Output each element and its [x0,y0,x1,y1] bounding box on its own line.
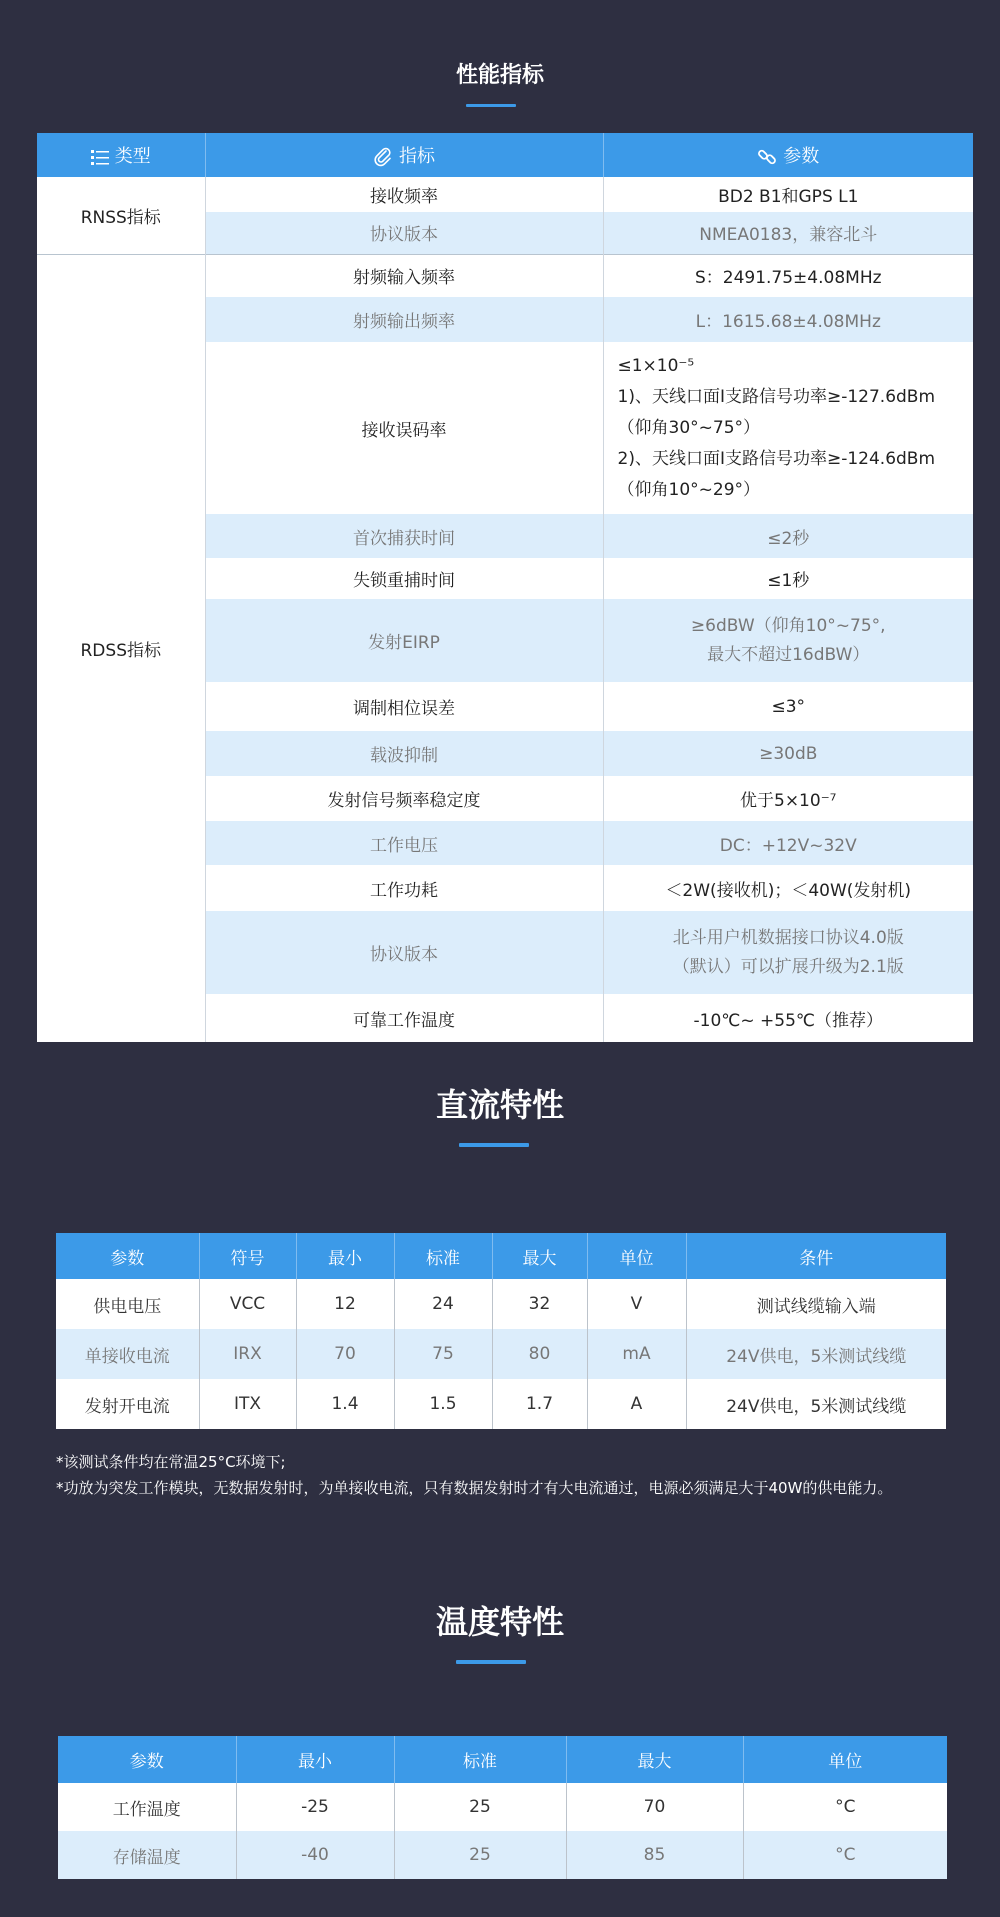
dc-title-underline [459,1143,529,1147]
dc-cell: ITX [199,1379,296,1429]
indicator-name: 工作功耗 [205,865,603,911]
dc-header: 最小 [296,1233,394,1279]
dc-header: 单位 [587,1233,686,1279]
temperature-cell: °C [743,1831,947,1879]
indicator-name: 工作电压 [205,821,603,865]
list-icon [91,148,109,166]
paperclip-icon [373,147,393,167]
table-row [56,1329,946,1379]
indicator-name: 首次捕获时间 [205,514,603,558]
indicator-value: BD2 B1和GPS L1 [603,177,973,212]
value-line: 2)、天线口面I支路信号功率≥-124.6dBm [617,448,936,469]
dc-cell: 24V供电，5米测试线缆 [686,1329,946,1379]
indicator-value: ≤1秒 [603,558,973,599]
value-line: （仰角10°~29°） [617,479,761,500]
indicator-value: S：2491.75±4.08MHz [603,254,973,297]
rdss-type-label: RDSS指标 [37,254,205,1042]
dc-cell: mA [587,1329,686,1379]
indicator-value: -10℃~ +55℃（推荐） [603,994,973,1042]
table-row [56,1379,946,1429]
dc-cell: 32 [492,1279,587,1329]
indicator-value: DC：+12V~32V [603,821,973,865]
temperature-header: 单位 [743,1736,947,1783]
indicator-name: 载波抑制 [205,731,603,776]
value-line: 北斗用户机数据接口协议4.0版 [672,927,904,948]
indicator-name: 调制相位误差 [205,682,603,731]
indicator-name: 射频输出频率 [205,297,603,342]
dc-cell: 80 [492,1329,587,1379]
dc-note: *功放为突发工作模块，无数据发射时，为单接收电流，只有数据发射时才有大电流通过，电源必须满足大于40W的供电能力。 [56,1479,893,1497]
indicator-name: 可靠工作温度 [205,994,603,1042]
temperature-cell: 工作温度 [58,1783,236,1831]
temperature-cell: 存储温度 [58,1831,236,1879]
value-line: （默认）可以扩展升级为2.1版 [672,956,904,977]
temperature-cell: °C [743,1783,947,1831]
dc-cell: 12 [296,1279,394,1329]
dc-note: *该测试条件均在常温25°C环境下; [56,1453,286,1471]
temperature-title: 温度特性 [435,1603,564,1641]
temperature-header: 最大 [566,1736,743,1783]
indicator-value: ≤2秒 [603,514,973,558]
dc-cell: 24V供电，5米测试线缆 [686,1379,946,1429]
indicator-value: ≥30dB [603,731,973,776]
value-line: ≥6dBW（仰角10°~75°, [690,615,886,636]
indicator-value-multiline [603,342,973,514]
dc-header: 最大 [492,1233,587,1279]
indicator-name: 协议版本 [205,212,603,254]
temperature-header: 参数 [58,1736,236,1783]
temperature-header: 最小 [236,1736,394,1783]
temperature-cell: 25 [394,1831,566,1879]
header-type [37,133,205,177]
dc-cell: 75 [394,1329,492,1379]
temperature-title-underline [456,1660,526,1664]
dc-cell: 1.4 [296,1379,394,1429]
performance-table [37,133,973,1042]
dc-header: 标准 [394,1233,492,1279]
value-line: 1)、天线口面I支路信号功率≥-127.6dBm [617,386,936,407]
indicator-name: 失锁重捕时间 [205,558,603,599]
dc-table [56,1233,946,1429]
dc-cell: IRX [199,1329,296,1379]
performance-header-row [37,133,973,177]
dc-cell: VCC [199,1279,296,1329]
dc-header: 条件 [686,1233,946,1279]
dc-cell: 单接收电流 [56,1329,199,1379]
dc-cell: A [587,1379,686,1429]
indicator-name: 发射EIRP [205,599,603,682]
indicator-name: 接收频率 [205,177,603,212]
header-indicator [205,133,603,177]
dc-cell: 供电电压 [56,1279,199,1329]
temperature-cell: 70 [566,1783,743,1831]
temperature-table [58,1736,947,1879]
header-param-label: 参数 [783,146,820,167]
temperature-cell: 85 [566,1831,743,1879]
table-row [58,1783,947,1831]
value-line: ≤1×10⁻⁵ [617,355,695,376]
indicator-value: 优于5×10⁻⁷ [603,776,973,821]
indicator-name: 发射信号频率稳定度 [205,776,603,821]
temperature-header-row [58,1736,947,1783]
dc-cell: 发射开电流 [56,1379,199,1429]
indicator-name: 协议版本 [205,911,603,994]
value-line: （仰角30°~75°） [617,417,761,438]
dc-cell: V [587,1279,686,1329]
table-row [56,1279,946,1329]
table-row [37,177,973,212]
indicator-name: 射频输入频率 [205,254,603,297]
indicator-value: NMEA0183，兼容北斗 [603,212,973,254]
indicator-value-multiline [603,911,973,994]
performance-title-underline [466,104,516,107]
dc-header: 参数 [56,1233,199,1279]
indicator-name: 接收误码率 [205,342,603,514]
dc-cell: 1.5 [394,1379,492,1429]
temperature-cell: 25 [394,1783,566,1831]
header-indicator-label: 指标 [399,146,435,167]
indicator-value: ≤3° [603,682,973,731]
dc-cell: 24 [394,1279,492,1329]
indicator-value: ＜2W(接收机)；＜40W(发射机) [603,865,973,911]
dc-cell: 70 [296,1329,394,1379]
dc-cell: 1.7 [492,1379,587,1429]
indicator-value-multiline [603,599,973,682]
header-param [603,133,973,177]
indicator-value: L：1615.68±4.08MHz [603,297,973,342]
table-row [58,1831,947,1879]
rnss-type-label: RNSS指标 [37,177,205,254]
dc-cell: 测试线缆输入端 [686,1279,946,1329]
value-line: 最大不超过16dBW） [707,644,870,665]
temperature-cell: -25 [236,1783,394,1831]
dc-header: 符号 [199,1233,296,1279]
temperature-header: 标准 [394,1736,566,1783]
link-icon [757,147,777,167]
performance-title: 性能指标 [455,63,544,88]
dc-title: 直流特性 [435,1086,564,1124]
temperature-cell: -40 [236,1831,394,1879]
header-type-label: 类型 [114,146,151,167]
table-row [37,254,973,297]
dc-header-row [56,1233,946,1279]
